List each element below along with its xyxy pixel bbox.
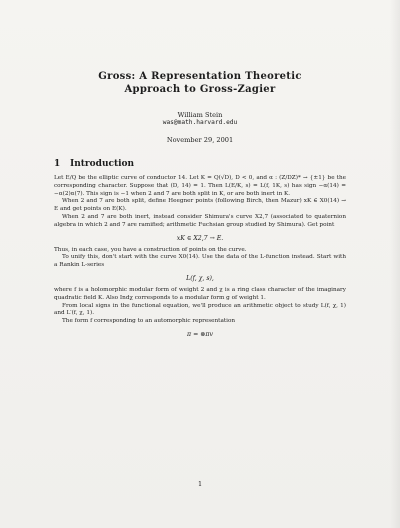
- section-heading: [54, 158, 346, 170]
- paragraph-3: When 2 and 7 are both inert, instead consider Shimura's curve X2,7 (associated to quaternion algebra in which 2 and 7 are ramified; arithmetic Fuchsian group studied by Shimura). Get point: [54, 213, 346, 228]
- page-content: [54, 70, 346, 343]
- title-line-1: Gross: A Representation Theoretic: [98, 71, 302, 82]
- paragraph-5: To unify this, don't start with the curve X0(14). Use the data of the L-function instead. Start with a Rankin L-series: [54, 254, 346, 269]
- equation-2: L(f, χ, s),: [186, 274, 214, 282]
- equation-3: π = ⊗πv: [187, 330, 213, 338]
- paper-date: November 29, 2001: [166, 136, 234, 144]
- paragraph-2: When 2 and 7 are both split, define Heegner points (following Birch, then Mazur) xK ∈ X0(14) → E and get points on E(K).: [54, 198, 346, 213]
- equation-1: xK ∈ X2,7 → E.: [176, 234, 224, 242]
- title-line-2: Approach to Gross-Zagier: [124, 84, 276, 95]
- author-name: William Stein: [177, 111, 223, 119]
- page-number: 1: [197, 480, 203, 488]
- paragraph-6: where f is a holomorphic modular form of weight 2 and χ is a ring class character of the imaginary quadratic field K. Also Indχ corresponds to a modular form g of weight 1.: [54, 286, 346, 301]
- section-number: 1: [54, 159, 61, 169]
- paragraph-4: Thus, in each case, you have a construction of points on the curve.: [54, 246, 247, 253]
- scan-edge-shadow: [390, 0, 400, 528]
- paragraph-1: Let E/Q be the elliptic curve of conductor 14. Let K = Q(√D), D < 0, and α : (Z/DZ)* → {±1} be the corresponding character. Suppose that (D, 14) = 1. Then L(E/K, s) = L(f, 1K, s) has sign −α(14) = −α(2)α(7). This sign is −1 when 2 and 7 are both split in K, or are both inert in K.: [54, 175, 346, 197]
- paper-title: [54, 70, 346, 96]
- author-email: was@math.harvard.edu: [162, 119, 238, 126]
- paragraph-7: From local signs in the functional equation, we'll produce an arithmetic object to study L(f, χ, 1) and L′(f, χ, 1).: [54, 302, 346, 317]
- paragraph-8: The form f corresponding to an automorphic representation: [62, 318, 236, 325]
- section-title: Introduction: [70, 159, 135, 169]
